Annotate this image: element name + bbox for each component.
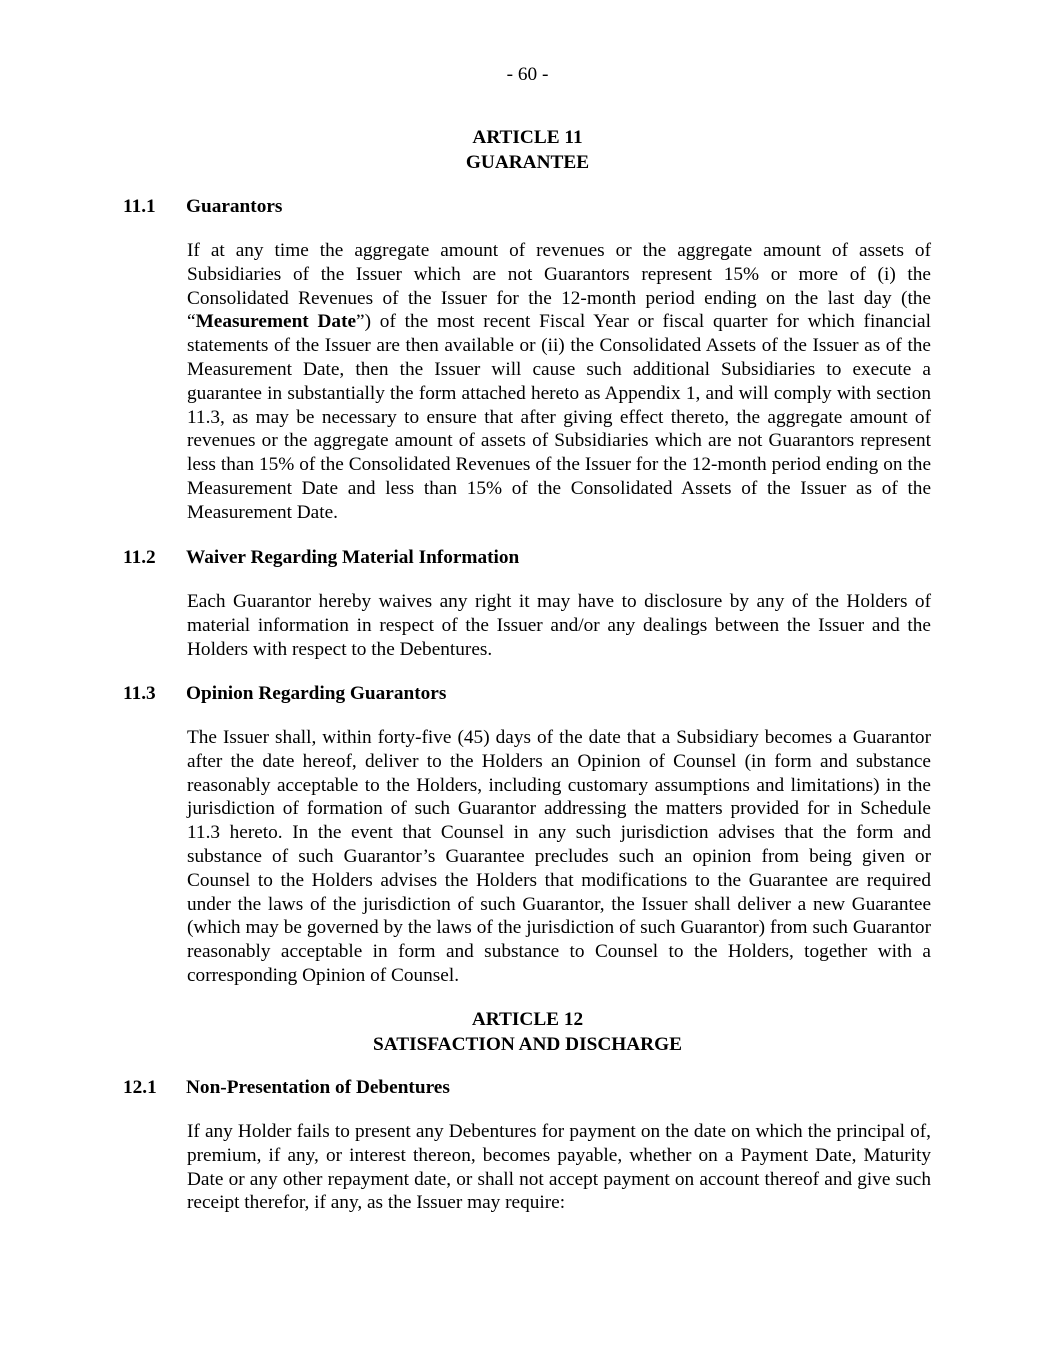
section-12-1-heading [123,1076,450,1100]
article-11-label: ARTICLE 11 [472,127,583,148]
article-12-title: SATISFACTION AND DISCHARGE [373,1033,682,1055]
section-11-2-heading [123,546,519,570]
section-11-2-number: 11.2 [123,547,156,568]
section-11-1-text-after: ”) of the most recent Fiscal Year or fiscal quarter for which financial statements of the Issuer are then available or (ii) the Consolidated Assets of the Issuer as of the Measurement Date, then the Issuer will cause such additional Subsidiaries to execute a guarantee in substantially the form attached hereto as Appendix 1, and will comply with section 11.3, as may be necessary to ensure that after giving effect thereto, the aggregate amount of revenues or the aggregate amount of assets of Subsidiaries which are not Guarantors represent less than 15% of the Consolidated Revenues of the Issuer for the 12-month period ending on the Measurement Date and less than 15% of the Consolidated Assets of the Issuer as of the Measurement Date. [187,311,931,523]
section-12-1-title: Non-Presentation of Debentures [186,1077,450,1098]
section-11-1-paragraph [187,239,931,525]
section-11-3-number: 11.3 [123,683,156,704]
section-11-2-title: Waiver Regarding Material Information [186,547,520,568]
section-11-3-title: Opinion Regarding Guarantors [186,683,447,704]
section-11-1-number: 11.1 [123,196,156,217]
section-12-1-paragraph: If any Holder fails to present any Debentures for payment on the date on which the principal of, premium, if any, or interest thereon, becomes payable, whether on a Payment Date, Maturity Date or any other repayment date, or shall not accept payment on account thereof and give such receipt therefor, if any, as the Issuer may require: [187,1121,931,1214]
page-number: - 60 - [506,64,549,85]
section-11-2-paragraph: Each Guarantor hereby waives any right it may have to disclosure by any of the Holders of material information in respect of the Issuer and/or any dealings between the Issuer and the Holders with respect to the Debentures. [187,591,931,660]
article-11-title: GUARANTEE [465,151,590,173]
article-12-label: ARTICLE 12 [471,1009,584,1030]
section-12-1-number: 12.1 [123,1077,157,1098]
article-11-heading [0,126,1055,175]
measurement-date-term: Measurement Date [195,311,357,333]
section-11-1-title: Guarantors [186,196,283,217]
section-11-3-heading [123,682,446,706]
article-12-heading [0,1008,1055,1057]
section-11-3-paragraph: The Issuer shall, within forty-five (45) days of the date that a Subsidiary becomes a Guarantor after the date hereof, deliver to the Holders an Opinion of Counsel (in form and substance reasonably acceptable to the Holders, including customary assumptions and limitations) in the jurisdiction of formation of such Guarantor addressing the matters provided for in Schedule 11.3 hereto. In the event that Counsel in any such jurisdiction advises that the form and substance of such Guarantor’s Guarantee precludes such an opinion from being given or Counsel to the Holders advises the Holders that modifications to the Guarantee are required under the laws of the jurisdiction of such Guarantor, the Issuer shall deliver a new Guarantee (which may be governed by the laws of the jurisdiction of such Guarantor) from such Guarantor reasonably acceptable in form and substance to Counsel to the Holders, together with a corresponding Opinion of Counsel. [187,727,931,986]
section-11-1-heading [123,195,282,219]
section-11-1-text-before: If at any time the aggregate amount of revenues or the aggregate amount of assets of Subsidiaries of the Issuer which are not Guarantors represent 15% or more of (i) the Consolidated Revenues of the Issuer for the 12-month period ending on the last day (the “ [187,240,931,333]
